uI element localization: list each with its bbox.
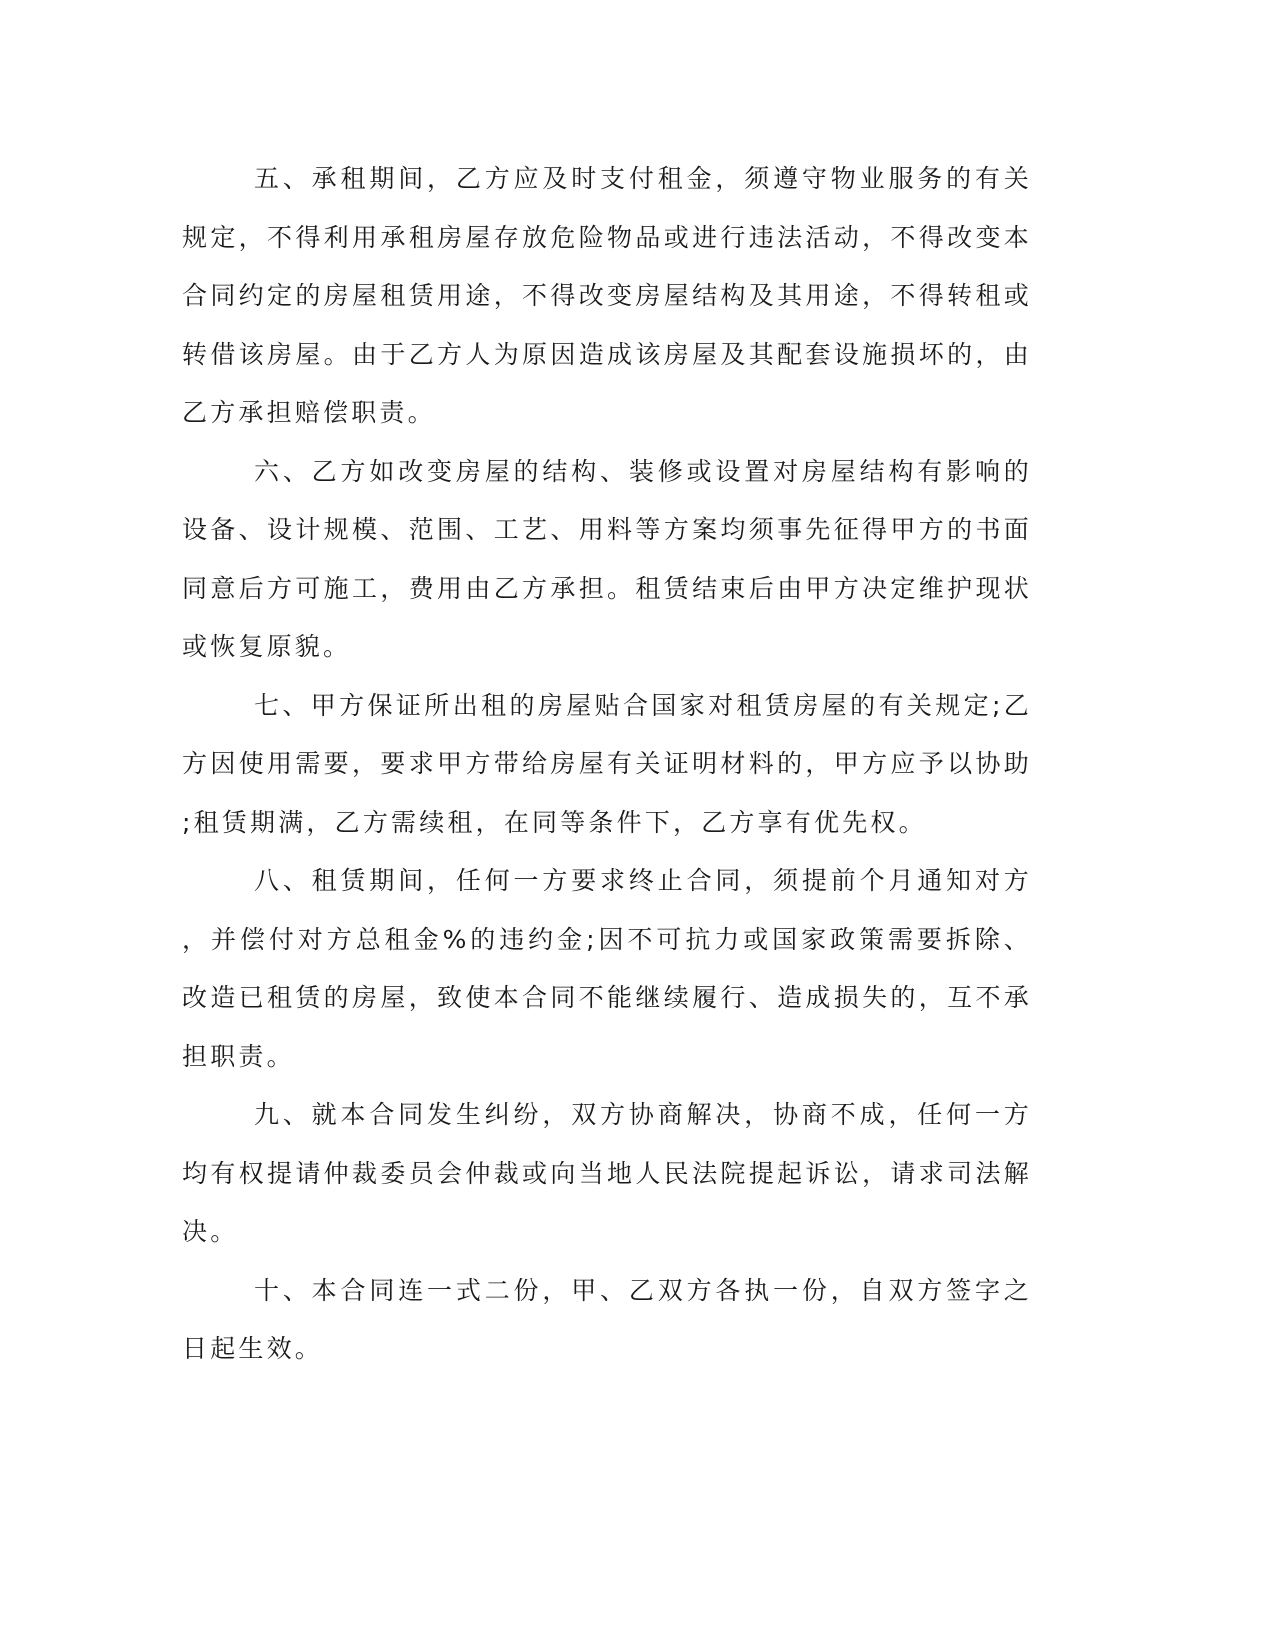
clause-8-paragraph: 八、租赁期间，任何一方要求终止合同，须提前个月通知对方，并偿付对方总租金%的违约金;因不可抗力或国家政策需要拆除、改造已租赁的房屋，致使本合同不能继续履行、造成损失的，互不承担职责。: [182, 866, 1032, 1071]
document-body: [182, 150, 1032, 1379]
clause-10-paragraph: 十、本合同连一式二份，甲、乙双方各执一份，自双方签字之日起生效。: [182, 1275, 1032, 1363]
clause-6-paragraph: 六、乙方如改变房屋的结构、装修或设置对房屋结构有影响的设备、设计规模、范围、工艺、用料等方案均须事先征得甲方的书面同意后方可施工，费用由乙方承担。租赁结束后由甲方决定维护现状或恢复原貌。: [182, 456, 1032, 661]
clause-7-paragraph: 七、甲方保证所出租的房屋贴合国家对租赁房屋的有关规定;乙方因使用需要，要求甲方带给房屋有关证明材料的，甲方应予以协助;租赁期满，乙方需续租，在同等条件下，乙方享有优先权。: [182, 690, 1032, 837]
clause-5-paragraph: 五、承租期间，乙方应及时支付租金，须遵守物业服务的有关规定，不得利用承租房屋存放危险物品或进行违法活动，不得改变本合同约定的房屋租赁用途，不得改变房屋结构及其用途，不得转租或转借该房屋。由于乙方人为原因造成该房屋及其配套设施损坏的，由乙方承担赔偿职责。: [182, 164, 1032, 427]
clause-9-paragraph: 九、就本合同发生纠纷，双方协商解决，协商不成，任何一方均有权提请仲裁委员会仲裁或向当地人民法院提起诉讼，请求司法解决。: [182, 1100, 1032, 1246]
